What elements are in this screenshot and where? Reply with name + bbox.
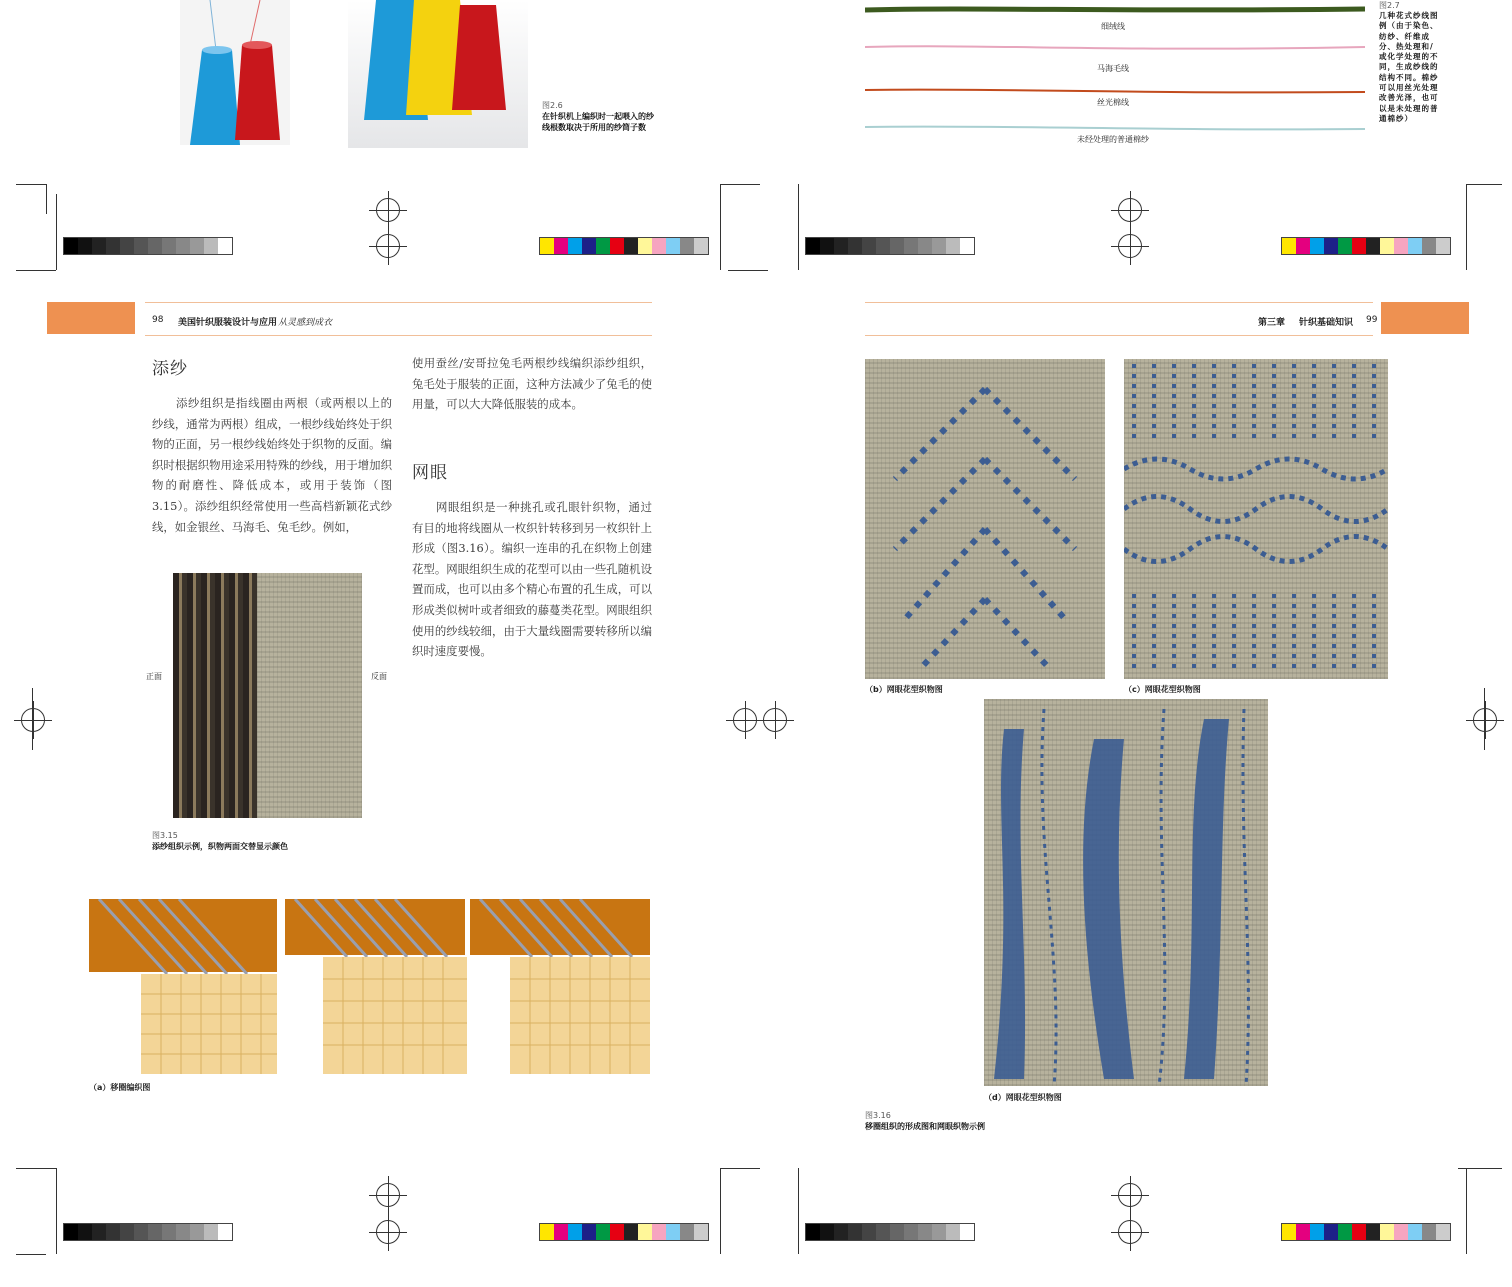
plating-paragraph-continued: 使用蚕丝/安哥拉兔毛两根纱线编织添纱组织，兔毛处于服装的正面，这种方法减少了兔毛的使用量，可以大大降低服装的成本。 [412,356,652,412]
plating-fabric-photo [173,573,362,818]
registration-mark [733,708,757,732]
fig-2-6-caption [542,100,654,133]
fig-2-7-number: 图2.7 [1379,1,1400,10]
front-label: 正面 [146,672,162,681]
transfer-diagram-3 [470,899,652,1077]
right-header-rule-bottom [865,335,1373,336]
registration-mark [1118,1220,1142,1244]
lace-paragraph: 网眼组织是一种挑孔或孔眼针织物，通过有目的地将线圈从一枚织针转移到另一枚织针上形成（图3.16）。编织一连串的孔在织物上创建花型。网眼组织生成的花型可以由一些孔随机设置而成，也可以由多个精心布置的孔生成，可以形成类似树叶或者细致的藤蔓类花型。网眼组织使用的纱线较细，由于大量线圈需要转移所以编织时速度要慢。 [412,500,652,659]
yarn-cones-photo-left [180,0,290,145]
grayscale-bar [63,237,233,255]
right-header-rule-top [865,302,1373,303]
section-title-lace: 网眼 [412,463,448,483]
fig-2-6-text: 在针织机上编织时一起喂入的纱线根数取决于所用的纱筒子数 [542,112,654,132]
fig-b-caption: （b）网眼花型织物图 [865,685,943,694]
fig-3-16-caption [865,1110,985,1132]
grayscale-bar [805,1223,975,1241]
grayscale-bar [805,237,975,255]
plating-fabric-back [257,573,362,818]
chapter-title: 针织基础知识 [1299,318,1354,328]
running-subtitle: 从灵感到成衣 [278,318,333,328]
grayscale-bar [63,1223,233,1241]
fig-3-16-text: 移圈组织的形成图和网眼织物示例 [865,1122,985,1131]
fig-2-7-caption [1379,0,1439,124]
section-title-plating: 添纱 [152,359,188,379]
right-header-tab [1381,302,1469,334]
yarn-label-1: 细绒线 [1101,22,1125,31]
color-bar [539,237,709,255]
yarn-label-2: 马海毛线 [1097,64,1129,73]
registration-mark [376,1183,400,1207]
fig-2-7-text: 几种花式纱线图例（由于染色、纺纱、纤维成分、热处理和/或化学处理的不同，生成纱线的结构不同。棉纱可以用丝光处理改善光泽，也可以是未处理的普通棉纱） [1379,11,1439,123]
registration-mark [376,1220,400,1244]
registration-mark [1118,198,1142,222]
color-bar [539,1223,709,1241]
registration-mark [1473,708,1497,732]
transfer-diagram-2 [285,899,467,1077]
back-label: 反面 [371,672,387,681]
left-page-number: 98 [152,315,164,325]
fig-3-15-text: 添纱组织示例，织物两面交替显示颜色 [152,842,288,851]
running-title: 美国针织服装设计与应用 [178,318,278,328]
left-header-rule-bottom [145,335,652,336]
lace-fabric-photo-b [865,359,1105,679]
yarn-label-3: 丝光棉线 [1097,98,1129,107]
yarn-cones-photo-right [348,0,528,148]
registration-mark [21,708,45,732]
right-page-number: 99 [1366,315,1378,325]
fig-c-caption: （c）网眼花型织物图 [1124,685,1201,694]
chapter-label: 第三章 [1258,318,1286,328]
registration-mark [763,708,787,732]
yarn-label-4: 未经处理的普通棉纱 [1077,135,1149,144]
registration-mark [376,234,400,258]
fig-2-6-number: 图2.6 [542,101,563,110]
registration-mark [1118,234,1142,258]
transfer-diagram-1 [89,899,279,1077]
lace-fabric-photo-d [984,699,1268,1086]
plating-fabric-front [173,573,259,818]
fig-a-caption: （a）移圈编织图 [89,1083,151,1092]
plating-paragraph: 添纱组织是指线圈由两根（或两根以上的纱线，通常为两根）组成，一根纱线始终处于织物的正面，另一根纱线始终处于织物的反面。编织时根据织物用途采用特殊的纱线，用于增加织物的耐磨性、降低成本，或用于装饰（图3.15）。添纱组织经常使用一些高档新颖花式纱线，如金银丝、马海毛、兔毛纱。例如， [152,396,392,534]
yarn-samples [865,0,1365,148]
registration-mark [1118,1183,1142,1207]
left-header-tab [47,302,135,334]
color-bar [1281,1223,1451,1241]
fig-3-15-number: 图3.15 [152,831,178,840]
registration-mark [376,198,400,222]
left-header-rule-top [145,302,652,303]
fig-3-16-number: 图3.16 [865,1111,891,1120]
fig-d-caption: （d）网眼花型织物图 [984,1093,1062,1102]
lace-fabric-photo-c [1124,359,1388,679]
color-bar [1281,237,1451,255]
fig-3-15-caption [152,830,288,852]
